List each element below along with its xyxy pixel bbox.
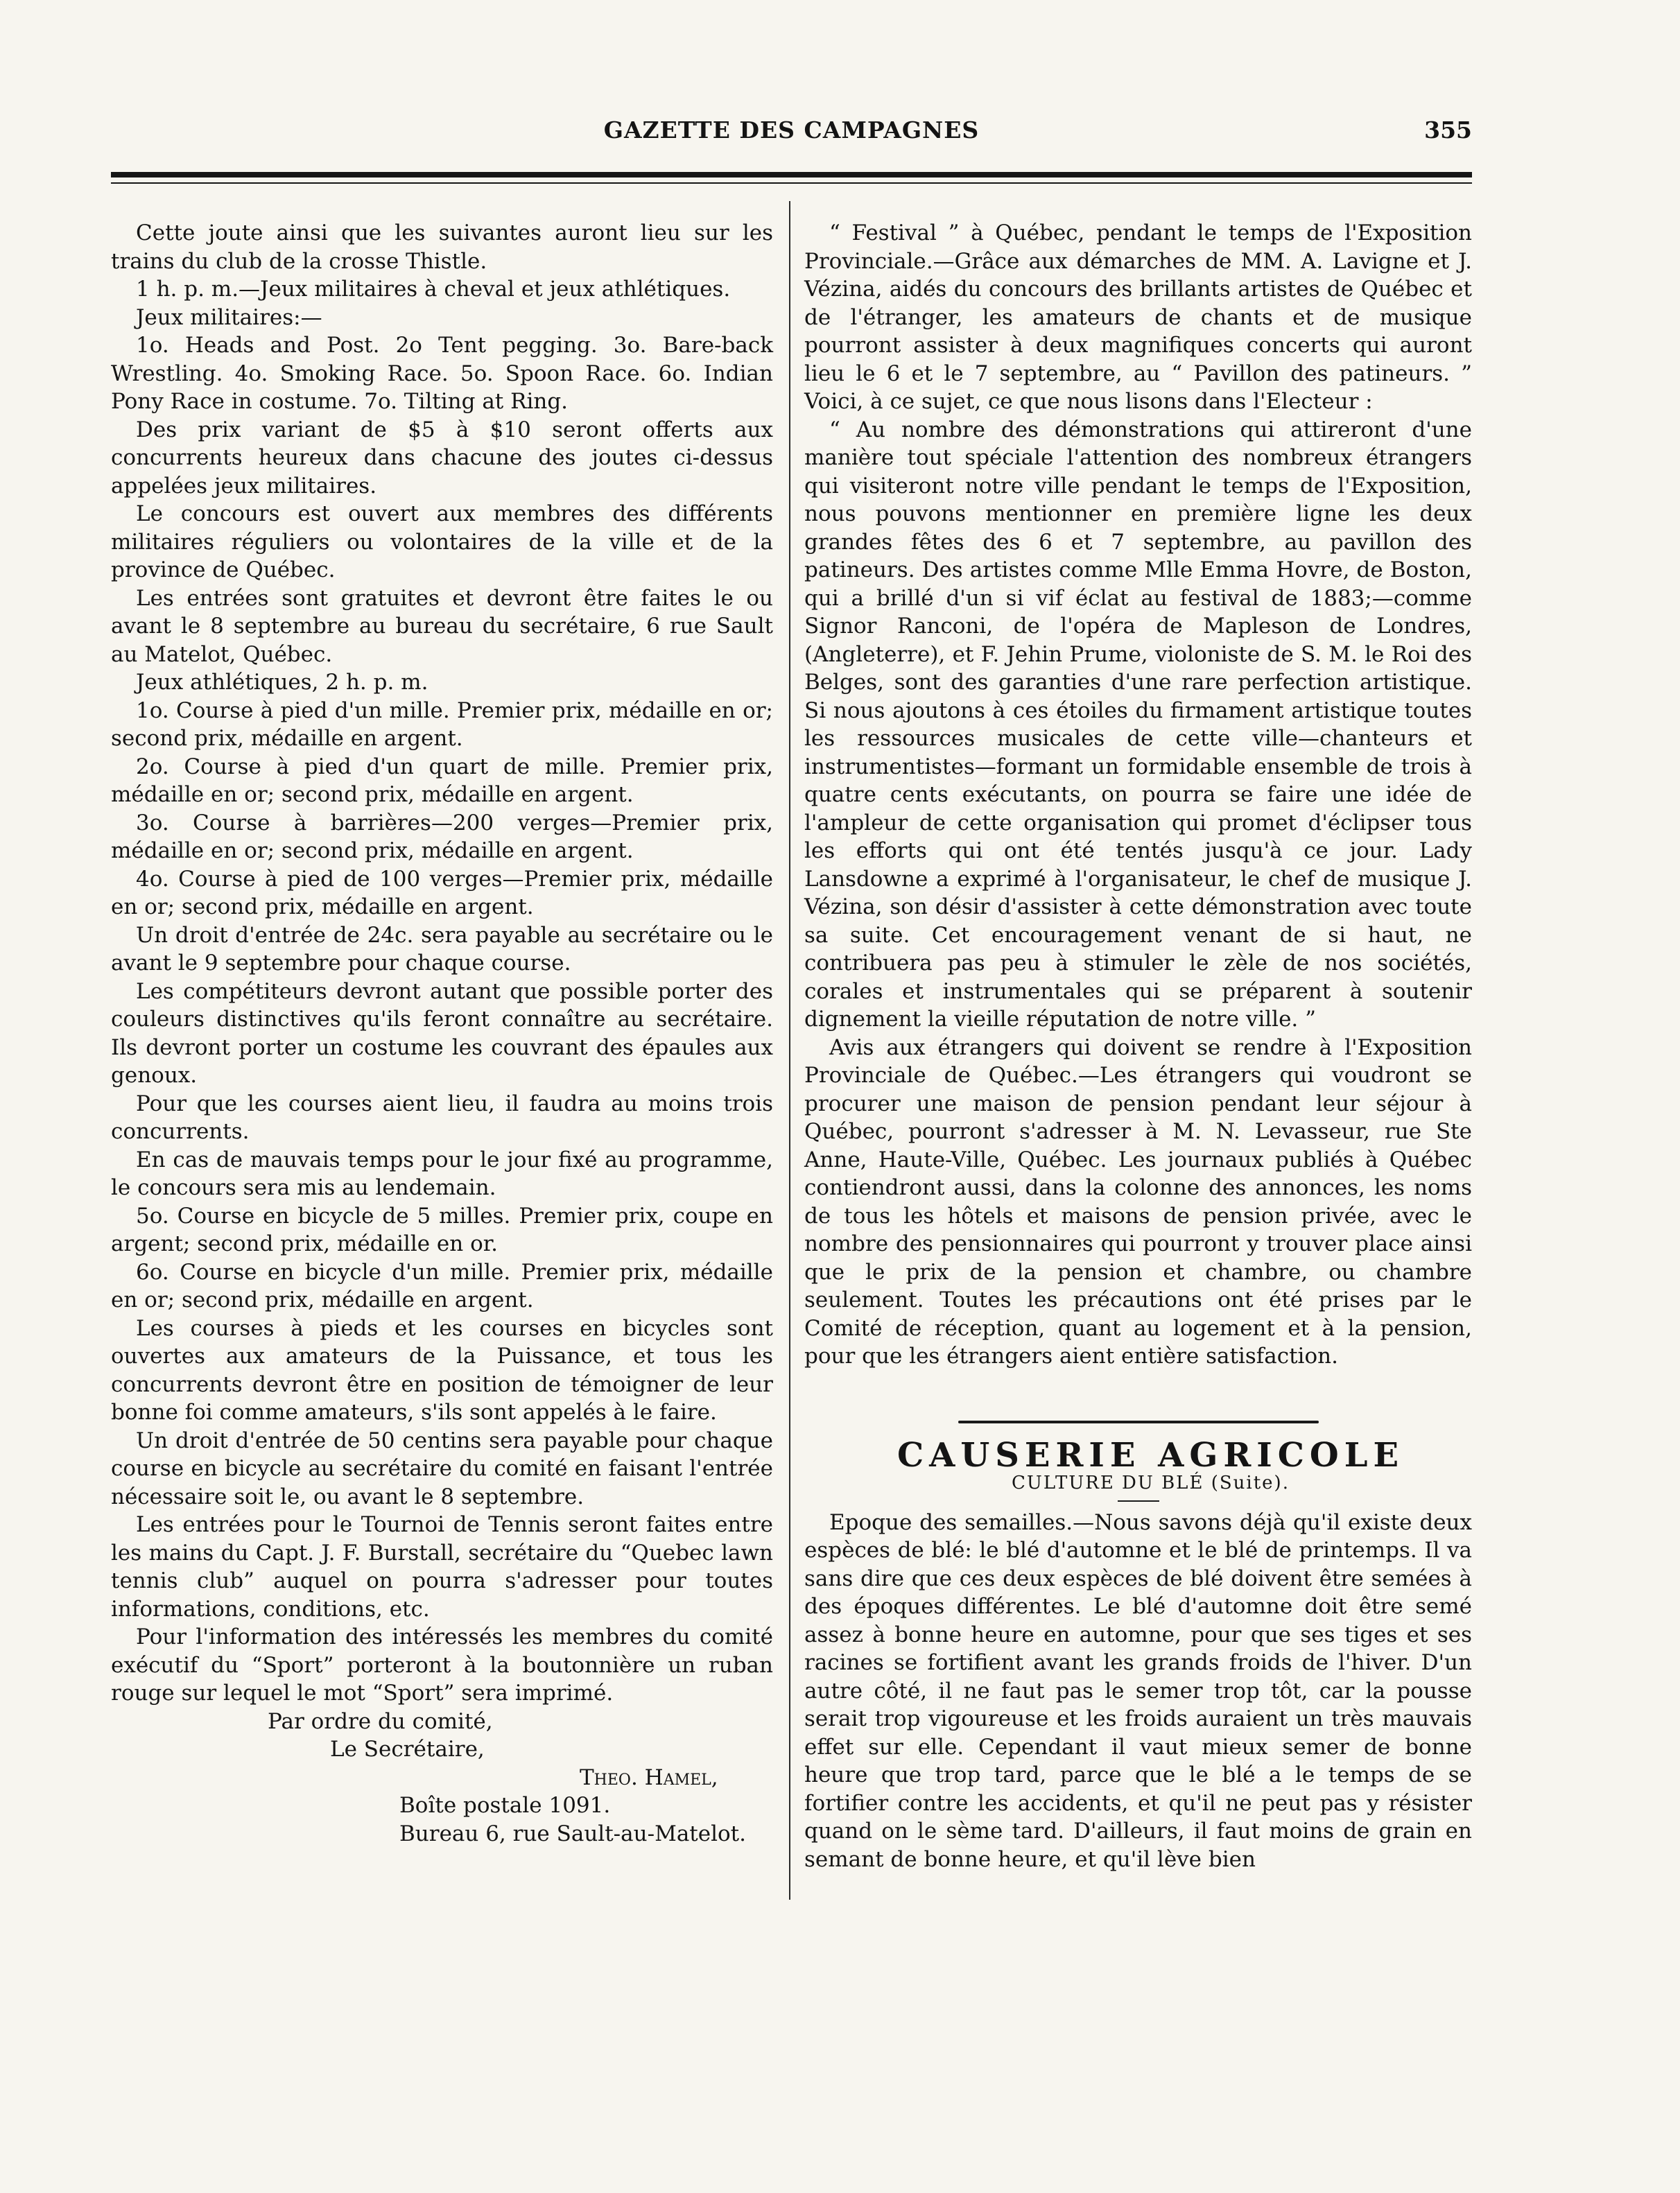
left-column: [111, 219, 773, 1848]
column-divider: [789, 201, 790, 1900]
paragraph: Pour l'information des intéressés les membres du comité exécutif du “Sport” porteront à la boutonnière un ruban rouge sur lequel le mot “Sport” sera imprimé.: [111, 1624, 773, 1706]
paragraph: 1o. Heads and Post. 2o Tent pegging. 3o. Bare-back Wrestling. 4o. Smoking Race. 5o. Spoon Race. 6o. Indian Pony Race in costume. 7o. Tilting at Ring.: [111, 333, 773, 414]
signature-line: Boîte postale 1091.: [399, 1793, 611, 1818]
paragraph: Des prix variant de $5 à $10 seront offerts aux concurrents heureux dans chacune des joutes ci-dessus appelées jeux militaires.: [111, 417, 773, 499]
paragraph: Les compétiteurs devront autant que possible porter des couleurs distinctives qu'ils feront connaître au secrétaire. Ils devront porter un costume les couvrant des épaules aux genoux.: [111, 978, 773, 1088]
paragraph: 6o. Course en bicycle d'un mille. Premier prix, médaille en or; second prix, médaille en argent.: [111, 1259, 773, 1312]
subtitle-rule: [1118, 1500, 1159, 1502]
header-rule-thick: [111, 172, 1472, 177]
publication-title: GAZETTE DES CAMPAGNES: [603, 116, 980, 144]
page-number: 355: [1424, 116, 1472, 144]
paragraph: Avis aux étrangers qui doivent se rendre à l'Exposition Provinciale de Québec.—Les étrangers qui voudront se procurer une maison de pension pendant leur séjour à Québec, pourront s'adresser à M. N. Levasseur, rue Ste Anne, Haute-Ville, Québec. Les journaux publiés à Québec contiendront aussi, dans la colonne des annonces, les noms de tous les hôtels et maisons de pension privée, avec le nombre des pensionnaires qui pourront y trouver place ainsi que le prix de la pension et chambre, ou chambre seulement. Toutes les précautions ont été prises par le Comité de réception, quant au logement et à la pension, pour que les étrangers aient entière satisfaction.: [804, 1034, 1472, 1369]
signature-line: Par ordre du comité,: [268, 1708, 493, 1734]
paragraph: Cette joute ainsi que les suivantes auront lieu sur les trains du club de la crosse Thistle.: [111, 220, 773, 274]
paragraph: Jeux militaires:—: [136, 304, 322, 330]
signature-line: Bureau 6, rue Sault-au-Matelot.: [399, 1821, 746, 1846]
header-rule-thin: [111, 182, 1472, 184]
section-subtitle: CULTURE DU BLÉ (Suite).: [1012, 1473, 1290, 1493]
paragraph: Un droit d'entrée de 50 centins sera payable pour chaque course en bicycle au secrétaire du comité en faisant l'entrée nécessaire soit le, ou avant le 8 septembre.: [111, 1428, 773, 1509]
paragraph: “ Au nombre des démonstrations qui attireront d'une manière tout spéciale l'attention des nombreux étrangers qui visiteront notre ville pendant le temps de l'Exposition, nous pouvons mentionner en première ligne les deux grandes fêtes des 6 et 7 septembre, au pavillon des patineurs. Des artistes comme Mlle Emma Hovre, de Boston, qui a brillé d'un si vif éclat au festival de 1883;—comme Signor Ranconi, de l'opéra de Mapleson de Londres, (Angleterre), et F. Jehin Prume, violoniste de S. M. le Roi des Belges, sont des garanties d'une rare perfection artistique. Si nous ajoutons à ces étoiles du firmament artistique toutes les ressources musicales de cette ville—chanteurs et instrumentistes—formant un formidable ensemble de trois à quatre cents exécutants, on pourra se faire une idée de l'ampleur de cette organisation qui promet d'éclipser tous les efforts qui ont été tentés jusqu'à ce jour. Lady Lansdowne a exprimé à l'organisateur, le chef de musique J. Vézina, son désir d'assister à cette démonstration avec toute sa suite. Cet encouragement venant de si haut, ne contribuera pas peu à stimuler le zèle de nos sociétés, corales et instrumentales qui se préparent à soutenir dignement la vieille réputation de notre ville. ”: [804, 417, 1472, 1032]
paragraph: 3o. Course à barrières—200 verges—Premier prix, médaille en or; second prix, médaille en argent.: [111, 810, 773, 863]
paragraph: 4o. Course à pied de 100 verges—Premier prix, médaille en or; second prix, médaille en argent.: [111, 866, 773, 919]
paragraph: Les courses à pieds et les courses en bicycles sont ouvertes aux amateurs de la Puissance, et tous les concurrents devront être en position de témoigner de leur bonne foi comme amateurs, s'ils sont appelés à le faire.: [111, 1315, 773, 1425]
right-column: [804, 219, 1472, 1873]
paragraph: 2o. Course à pied d'un quart de mille. Premier prix, médaille en or; second prix, médaille en argent.: [111, 754, 773, 807]
paragraph: Les entrées sont gratuites et devront être faites le ou avant le 8 septembre au bureau du secrétaire, 6 rue Sault au Matelot, Québec.: [111, 585, 773, 667]
paragraph: Jeux athlétiques, 2 h. p. m.: [136, 670, 428, 695]
paragraph: Le concours est ouvert aux membres des différents militaires réguliers ou volontaires de la ville et de la province de Québec.: [111, 501, 773, 582]
signature-name: Theo. Hamel,: [580, 1765, 718, 1790]
section-title: CAUSERIE AGRICOLE: [897, 1435, 1405, 1475]
paragraph: Un droit d'entrée de 24c. sera payable au secrétaire ou le avant le 9 septembre pour chaque course.: [111, 922, 773, 976]
page-header: [111, 116, 1472, 158]
signature-line: Le Secrétaire,: [330, 1737, 485, 1762]
paragraph: “ Festival ” à Québec, pendant le temps de l'Exposition Provinciale.—Grâce aux démarches de MM. A. Lavigne et J. Vézina, aidés du concours des brillants artistes de Québec et de l'étranger, les amateurs de chants et de musique pourront assister à deux magnifiques concerts qui auront lieu le 6 et le 7 septembre, au “ Pavillon des patineurs. ” Voici, à ce sujet, ce que nous lisons dans l'Electeur :: [804, 220, 1472, 414]
paragraph: Pour que les courses aient lieu, il faudra au moins trois concurrents.: [111, 1091, 773, 1144]
paragraph: Les entrées pour le Tournoi de Tennis seront faites entre les mains du Capt. J. F. Burstall, secrétaire du “Quebec lawn tennis club” auquel on pourra s'adresser pour toutes informations, conditions, etc.: [111, 1512, 773, 1622]
paragraph: Epoque des semailles.—Nous savons déjà qu'il existe deux espèces de blé: le blé d'automne et le blé de printemps. Il va sans dire que ces deux espèces de blé doivent être semées à des époques différentes. Le blé d'automne doit être semé assez à bonne heure en automne, pour que ses tiges et ses racines se fortifient avant les grands froids de l'hiver. D'un autre côté, il ne faut pas le semer trop tôt, car la pousse serait trop vigoureuse et les froids auraient un très mauvais effet sur elle. Cependant il vaut mieux semer de bonne heure que trop tard, parce que le blé a le temps de se fortifier contre les accidents, et qu'il ne peut pas y résister quand on le sème tard. D'ailleurs, il faut moins de grain en semant de bonne heure, et qu'il lève bien: [804, 1509, 1472, 1872]
paragraph: En cas de mauvais temps pour le jour fixé au programme, le concours sera mis au lendemain.: [111, 1147, 773, 1200]
paragraph: 5o. Course en bicycle de 5 milles. Premier prix, coupe en argent; second prix, médaille en or.: [111, 1203, 773, 1256]
section-ornament: [958, 1421, 1319, 1423]
paragraph: 1o. Course à pied d'un mille. Premier prix, médaille en or; second prix, médaille en argent.: [111, 697, 773, 751]
paragraph: 1 h. p. m.—Jeux militaires à cheval et jeux athlétiques.: [136, 277, 731, 302]
